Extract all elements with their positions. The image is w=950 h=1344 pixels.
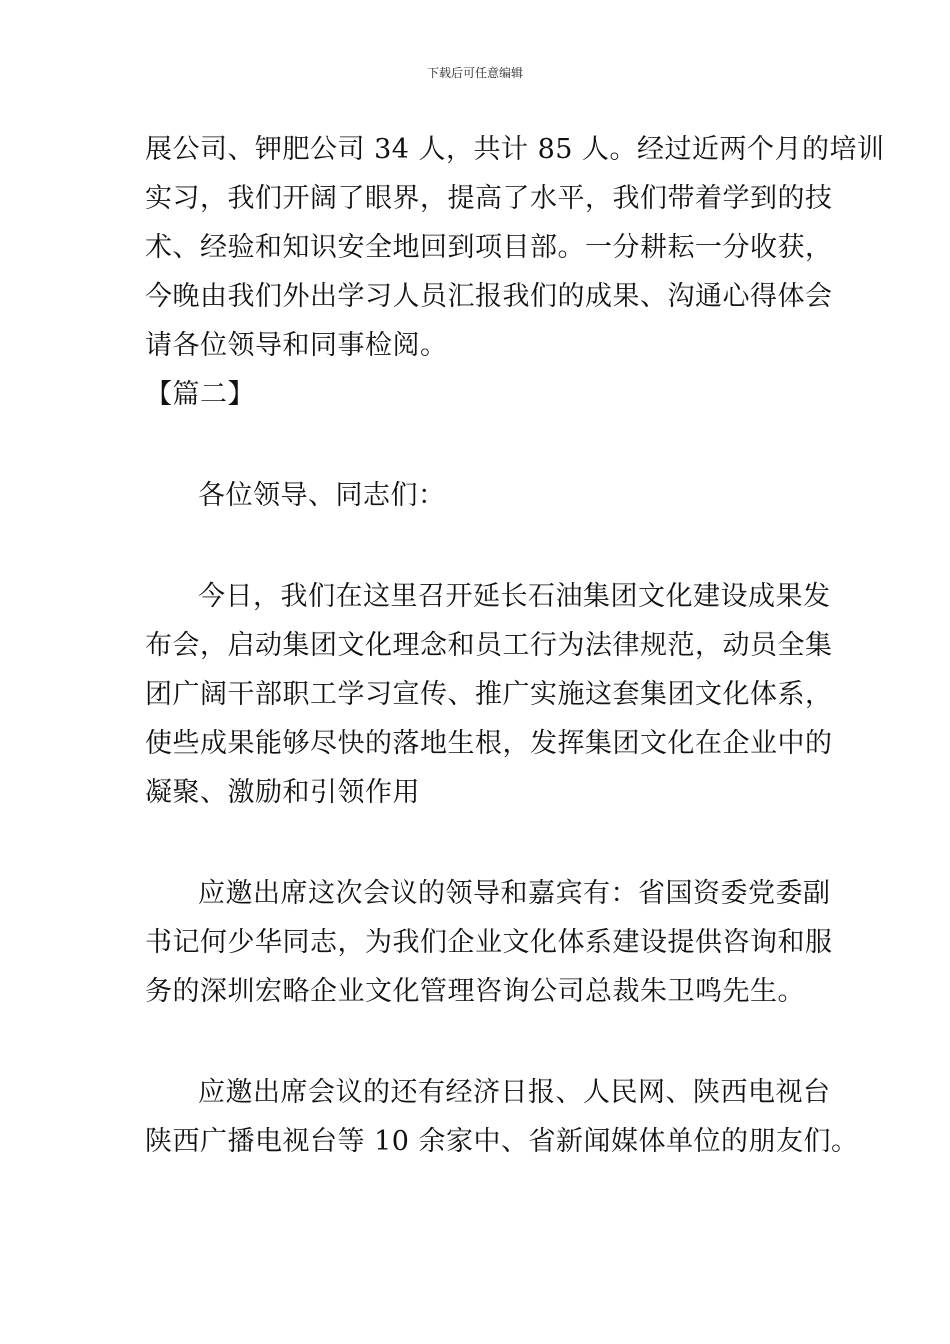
body-line: 团广阔干部职工学习宣传、推广实施这套集团文化体系， — [145, 679, 833, 710]
body-line: 实习，我们开阔了眼界，提高了水平，我们带着学到的技 — [145, 183, 833, 214]
body-line: 布会，启动集团文化理念和员工行为法律规范，动员全集 — [145, 630, 833, 661]
body-line: 使些成果能够尽快的落地生根，发挥集团文化在企业中的 — [145, 728, 833, 759]
section-heading: 【篇二】 — [145, 379, 255, 410]
body-line: 务的深圳宏略企业文化管理咨询公司总裁朱卫鸣先生。 — [145, 976, 805, 1007]
body-line: 今日，我们在这里召开延长石油集团文化建设成果发 — [198, 581, 831, 612]
body-line: 陕西广播电视台等 10 余家中、省新闻媒体单位的朋友们。 — [145, 1126, 859, 1157]
body-line: 展公司、钾肥公司 34 人，共计 85 人。经过近两个月的培训 — [145, 134, 885, 165]
salutation: 各位领导、同志们： — [198, 480, 446, 511]
body-line: 应邀出席这次会议的领导和嘉宾有：省国资委党委副 — [198, 878, 831, 909]
body-line: 凝聚、激励和引领作用 — [145, 777, 420, 808]
body-line: 请各位领导和同事检阅。 — [145, 330, 448, 361]
page-header-note: 下载后可任意编辑 — [426, 66, 523, 80]
body-line: 书记何少华同志，为我们企业文化体系建设提供咨询和服 — [145, 927, 833, 958]
body-line: 术、经验和知识安全地回到项目部。一分耕耘一分收获， — [145, 232, 833, 263]
body-line: 今晚由我们外出学习人员汇报我们的成果、沟通心得体会 — [145, 281, 833, 312]
body-line: 应邀出席会议的还有经济日报、人民网、陕西电视台 — [198, 1077, 831, 1108]
